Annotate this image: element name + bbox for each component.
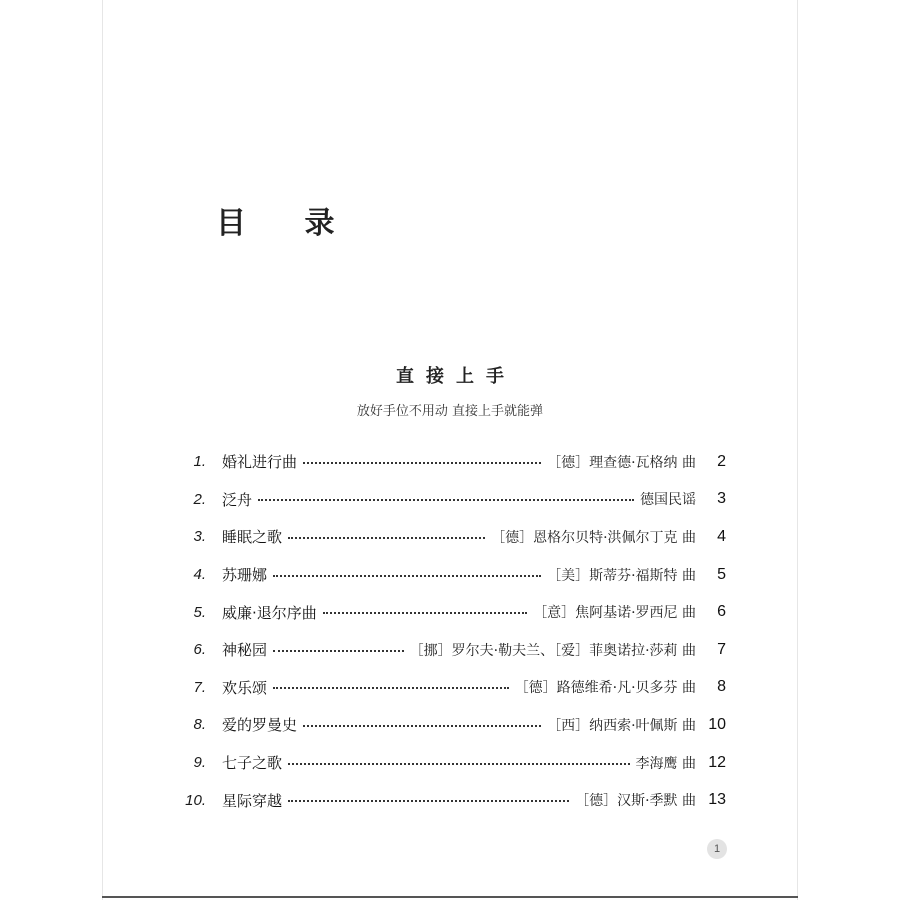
- entry-author: ［德］路德维希·凡·贝多芬 曲: [514, 680, 696, 697]
- entry-title: 欢乐颂: [222, 678, 268, 697]
- dot-leader: [273, 687, 509, 689]
- bottom-rule: [102, 896, 798, 898]
- entry-author: 李海鹰 曲: [635, 755, 696, 772]
- toc-entry[interactable]: [170, 556, 726, 594]
- entry-title: 爱的罗曼史: [222, 716, 298, 735]
- dot-leader: [288, 763, 630, 765]
- toc-list: [170, 443, 726, 819]
- entry-number: 9.: [193, 754, 206, 772]
- toc-entry[interactable]: [170, 669, 726, 707]
- section-subtitle: 放好手位不用动 直接上手就能弹: [356, 404, 544, 419]
- entry-page: 10: [708, 715, 726, 733]
- entry-title: 睡眠之歌: [222, 528, 283, 547]
- entry-author: ［德］理查德·瓦格纳 曲: [547, 454, 696, 471]
- toc-entry[interactable]: [170, 518, 726, 556]
- entry-title: 婚礼进行曲: [222, 453, 298, 472]
- toc-title: 目 录: [216, 206, 359, 241]
- dot-leader: [273, 650, 404, 652]
- entry-number: 6.: [193, 641, 206, 659]
- entry-page: 3: [717, 490, 726, 508]
- entry-number: 5.: [193, 603, 206, 621]
- toc-entry[interactable]: [170, 443, 726, 481]
- entry-page: 7: [717, 640, 726, 658]
- entry-title: 泛舟: [222, 490, 253, 509]
- entry-author: 德国民谣: [640, 492, 696, 509]
- dot-leader: [288, 537, 485, 539]
- entry-title: 威廉·退尔序曲: [222, 603, 317, 622]
- entry-title: 星际穿越: [222, 791, 283, 810]
- entry-author: ［挪］罗尔夫·勒夫兰、［爱］菲奥诺拉·莎莉 曲: [409, 642, 696, 659]
- entry-number: 8.: [193, 716, 206, 734]
- dot-leader: [258, 499, 634, 501]
- entry-author: ［德］恩格尔贝特·洪佩尔丁克 曲: [491, 529, 696, 546]
- entry-page: 2: [717, 452, 726, 470]
- entry-number: 1.: [193, 453, 206, 471]
- entry-number: 4.: [193, 566, 206, 584]
- entry-title: 苏珊娜: [222, 566, 268, 585]
- entry-author: ［德］汉斯·季默 曲: [575, 793, 696, 810]
- entry-number: 3.: [193, 528, 206, 546]
- entry-number: 2.: [193, 490, 206, 508]
- section-title: 直接上手: [396, 366, 516, 387]
- dot-leader: [323, 612, 527, 614]
- entry-author: ［意］焦阿基诺·罗西尼 曲: [533, 605, 696, 622]
- entry-page: 6: [717, 603, 726, 621]
- entry-number: 7.: [193, 678, 206, 696]
- entry-title: 七子之歌: [222, 754, 283, 773]
- entry-title: 神秘园: [222, 641, 268, 660]
- entry-page: 12: [708, 753, 726, 771]
- toc-entry[interactable]: [170, 631, 726, 669]
- entry-page: 13: [708, 791, 726, 809]
- toc-entry[interactable]: [170, 481, 726, 519]
- entry-number: 10.: [185, 791, 206, 809]
- dot-leader: [303, 462, 541, 464]
- toc-entry[interactable]: [170, 593, 726, 631]
- entry-author: ［西］纳西索·叶佩斯 曲: [547, 717, 696, 734]
- toc-entry[interactable]: [170, 781, 726, 819]
- toc-entry[interactable]: [170, 744, 726, 782]
- dot-leader: [303, 725, 541, 727]
- entry-author: ［美］斯蒂芬·福斯特 曲: [547, 567, 696, 584]
- toc-entry[interactable]: [170, 706, 726, 744]
- entry-page: 4: [717, 527, 726, 545]
- page-number-badge: 1: [707, 839, 727, 859]
- entry-page: 5: [717, 565, 726, 583]
- dot-leader: [273, 575, 541, 577]
- dot-leader: [288, 800, 569, 802]
- entry-page: 8: [717, 678, 726, 696]
